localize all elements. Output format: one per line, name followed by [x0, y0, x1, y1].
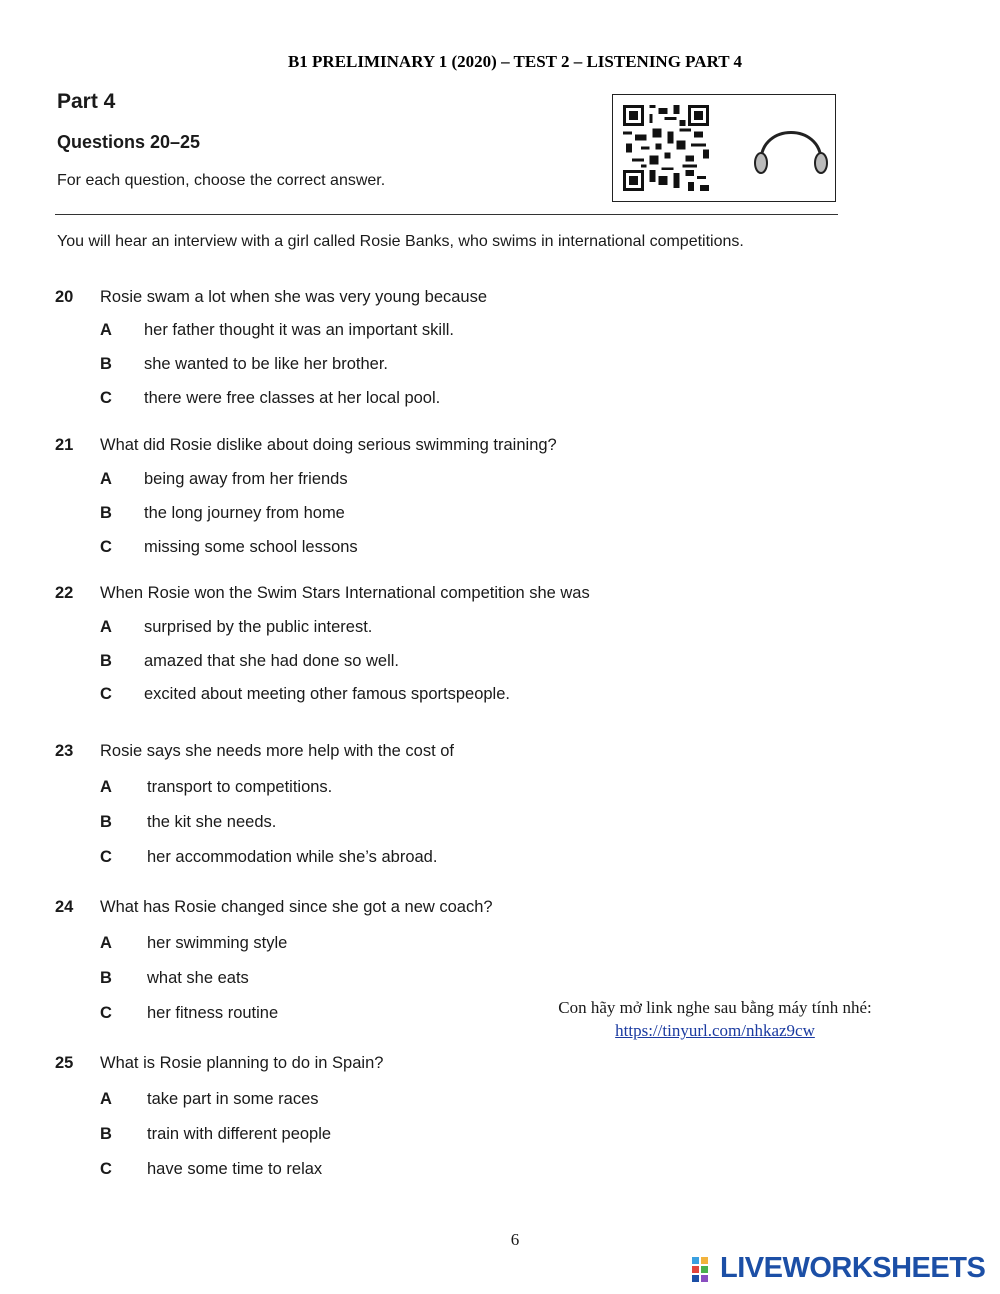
divider [55, 214, 838, 215]
option-text: her swimming style [147, 934, 288, 952]
option-letter: C [100, 1004, 112, 1022]
option-text: being away from her friends [144, 470, 348, 488]
option-text: take part in some races [147, 1090, 319, 1108]
option-letter: A [100, 321, 112, 339]
liveworksheets-logo-icon [692, 1257, 718, 1283]
question-number: 24 [55, 898, 74, 916]
option-letter: C [100, 389, 112, 407]
question-text: What is Rosie planning to do in Spain? [100, 1054, 384, 1072]
option-letter: B [100, 652, 112, 670]
instruction: For each question, choose the correct answer. [57, 172, 386, 189]
question-number: 20 [55, 288, 74, 306]
page-header: B1 PRELIMINARY 1 (2020) – TEST 2 – LISTENING PART 4 [287, 52, 743, 71]
questions-range: Questions 20–25 [57, 132, 201, 152]
question-text: Rosie swam a lot when she was very young because [100, 288, 488, 306]
option-text: amazed that she had done so well. [144, 652, 400, 670]
question-text: When Rosie won the Swim Stars International competition she was [100, 584, 590, 602]
intro-text: You will hear an interview with a girl called Rosie Banks, who swims in international competitions. [57, 233, 744, 250]
option-letter: C [100, 1160, 112, 1178]
option-letter: B [100, 504, 112, 522]
option-text: her fitness routine [147, 1004, 279, 1022]
question-number: 25 [55, 1054, 74, 1072]
audio-box [612, 94, 836, 202]
option-text: transport to competitions. [147, 778, 333, 796]
option-text: train with different people [147, 1125, 332, 1143]
part-title: Part 4 [57, 90, 116, 113]
page-number: 6 [510, 1230, 520, 1249]
option-text: her accommodation while she’s abroad. [147, 848, 438, 866]
option-text: missing some school lessons [144, 538, 358, 556]
option-letter: A [100, 470, 112, 488]
brand-name: LIVEWORKSHEETS [720, 1252, 986, 1284]
option-text: she wanted to be like her brother. [144, 355, 388, 373]
option-letter: B [100, 1125, 112, 1143]
option-text: have some time to relax [147, 1160, 323, 1178]
question-number: 22 [55, 584, 74, 602]
option-letter: A [100, 778, 112, 796]
option-letter: B [100, 813, 112, 831]
headphones-icon [751, 113, 831, 183]
option-text: surprised by the public interest. [144, 618, 373, 636]
question-text: What has Rosie changed since she got a new coach? [100, 898, 493, 916]
option-letter: C [100, 685, 112, 703]
option-letter: C [100, 848, 112, 866]
note-text: Con hãy mở link nghe sau bằng máy tính nhé: [558, 998, 872, 1017]
question-number: 21 [55, 436, 74, 454]
option-letter: A [100, 1090, 112, 1108]
option-text: her father thought it was an important skill. [144, 321, 454, 339]
option-letter: C [100, 538, 112, 556]
option-letter: A [100, 618, 112, 636]
qr-code-icon[interactable] [623, 105, 709, 191]
option-text: the long journey from home [144, 504, 345, 522]
question-text: Rosie says she needs more help with the cost of [100, 742, 455, 760]
option-text: the kit she needs. [147, 813, 277, 831]
option-text: what she eats [147, 969, 249, 987]
question-text: What did Rosie dislike about doing serious swimming training? [100, 436, 557, 454]
listening-note [530, 996, 900, 1042]
option-letter: B [100, 969, 112, 987]
option-text: there were free classes at her local pool. [144, 389, 441, 407]
liveworksheets-brand[interactable] [690, 1252, 990, 1288]
option-text: excited about meeting other famous sportspeople. [144, 685, 510, 703]
audio-link[interactable]: https://tinyurl.com/nhkaz9cw [615, 1021, 815, 1040]
question-number: 23 [55, 742, 74, 760]
option-letter: A [100, 934, 112, 952]
option-letter: B [100, 355, 112, 373]
